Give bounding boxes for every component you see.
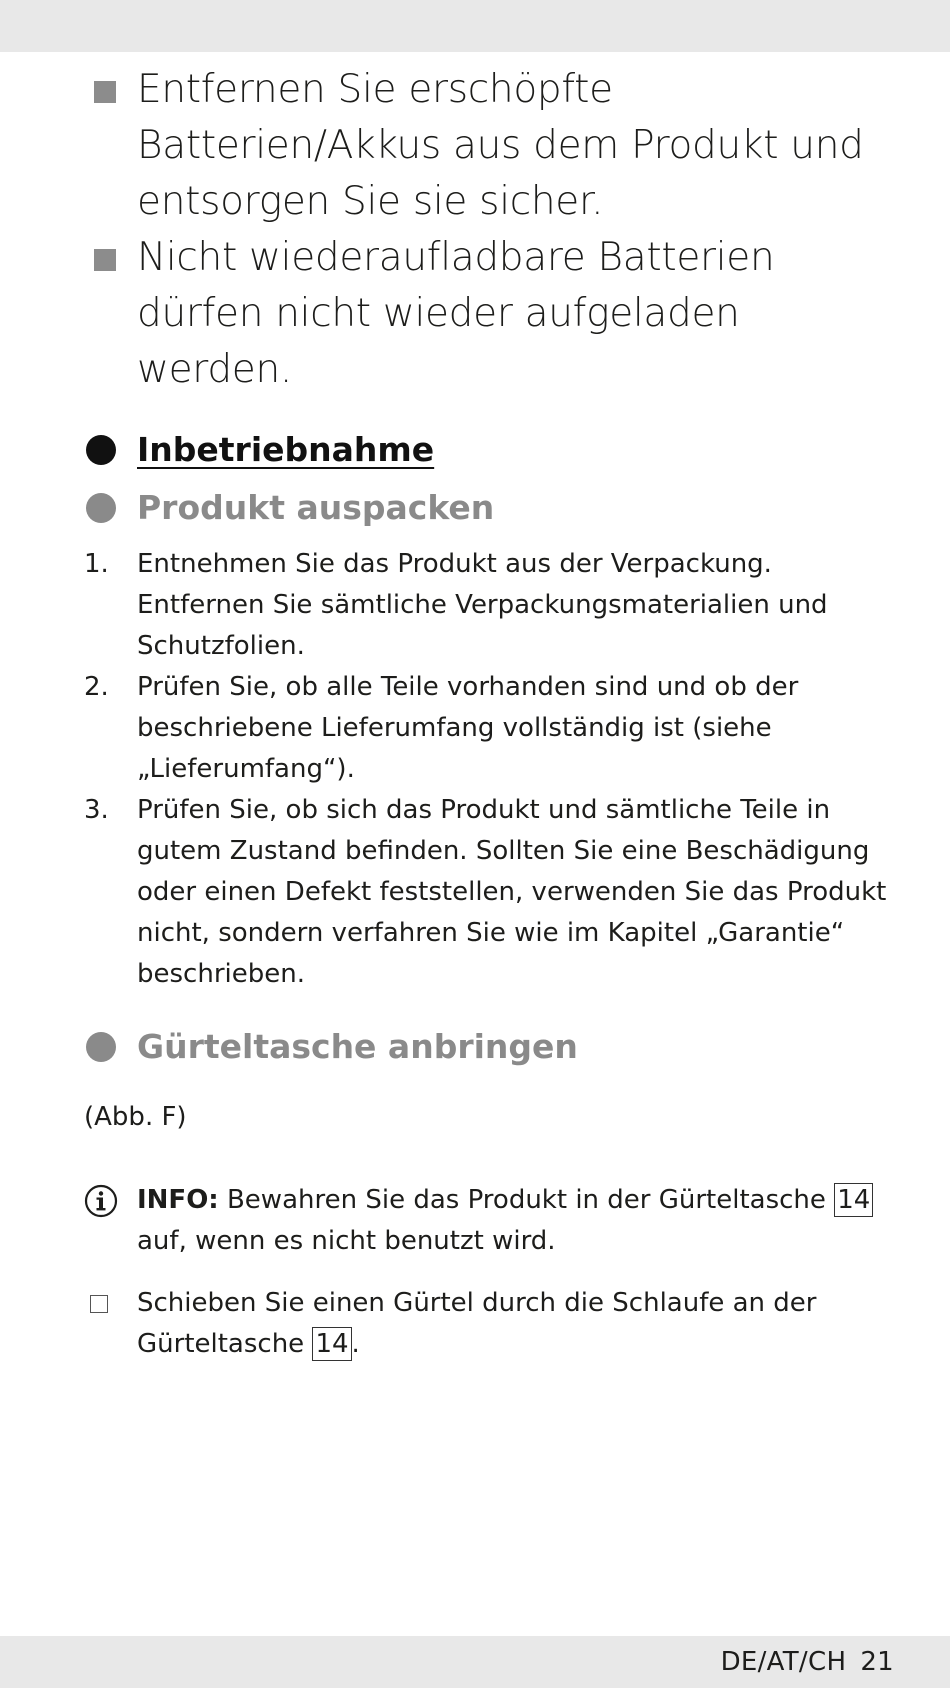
step-text: Entnehmen Sie das Produkt aus der Verpackung. Entfernen Sie sämtliche Verpackungsmaterialien und Schutzfolien. <box>137 549 828 661</box>
section-title: Inbetriebnahme <box>137 430 435 469</box>
info-label: INFO: <box>137 1185 219 1215</box>
square-bullet-icon <box>94 81 116 103</box>
section-heading <box>84 428 894 472</box>
step-number: 3. <box>84 795 109 825</box>
subsection-title: Gürteltasche anbringen <box>137 1027 578 1066</box>
bullet-text: Entfernen Sie erschöpfte Batterien/Akkus aus dem Produkt und entsorgen Sie sie sicher. <box>137 67 864 224</box>
page-number: 21 <box>860 1647 894 1677</box>
list-item <box>84 790 894 995</box>
grey-circle-icon <box>86 1032 116 1062</box>
top-band <box>0 0 950 52</box>
info-icon <box>84 1184 118 1218</box>
list-item <box>84 544 894 667</box>
footer-locale: DE/AT/CH <box>720 1647 847 1677</box>
step-text: Prüfen Sie, ob alle Teile vorhanden sind und ob der beschriebene Lieferumfang vollständig ist (siehe „Lieferumfang“). <box>137 672 799 784</box>
info-text: Bewahren Sie das Produkt in der Gürteltasche <box>226 1185 826 1215</box>
step-text: Prüfen Sie, ob sich das Produkt und sämtliche Teile in gutem Zustand befinden. Sollten Sie eine Beschädigung oder einen Defekt feststellen, verwenden Sie das Produkt nicht, sondern verfahren Sie wie im Kapitel „Garantie“ beschrieben. <box>137 795 887 989</box>
figure-reference: (Abb. F) <box>84 1102 187 1132</box>
filled-circle-icon <box>86 435 116 465</box>
action-step <box>84 1283 894 1365</box>
page-footer <box>721 1644 894 1680</box>
step-number: 1. <box>84 549 109 579</box>
info-note <box>84 1180 894 1262</box>
subsection-heading-unpack <box>84 486 894 530</box>
list-item <box>84 667 894 790</box>
action-text: Schieben Sie einen Gürtel durch die Schlaufe an der Gürteltasche <box>137 1288 817 1359</box>
grey-circle-icon <box>86 493 116 523</box>
part-reference: 14 <box>312 1327 351 1361</box>
subsection-title: Produkt auspacken <box>137 488 495 527</box>
steps-list <box>84 544 894 995</box>
square-bullet-icon <box>94 249 116 271</box>
part-reference: 14 <box>834 1183 873 1217</box>
bullet-item <box>84 62 894 230</box>
step-number: 2. <box>84 672 109 702</box>
page-content <box>84 62 894 1365</box>
info-text-end: auf, wenn es nicht benutzt wird. <box>137 1226 556 1256</box>
checkbox-square-icon <box>90 1295 108 1313</box>
action-text-end: . <box>351 1329 360 1359</box>
bullet-item <box>84 230 894 398</box>
bullet-text: Nicht wiederaufladbare Batterien dürfen nicht wieder aufgeladen werden. <box>137 235 775 392</box>
subsection-heading-belt <box>84 1025 894 1069</box>
